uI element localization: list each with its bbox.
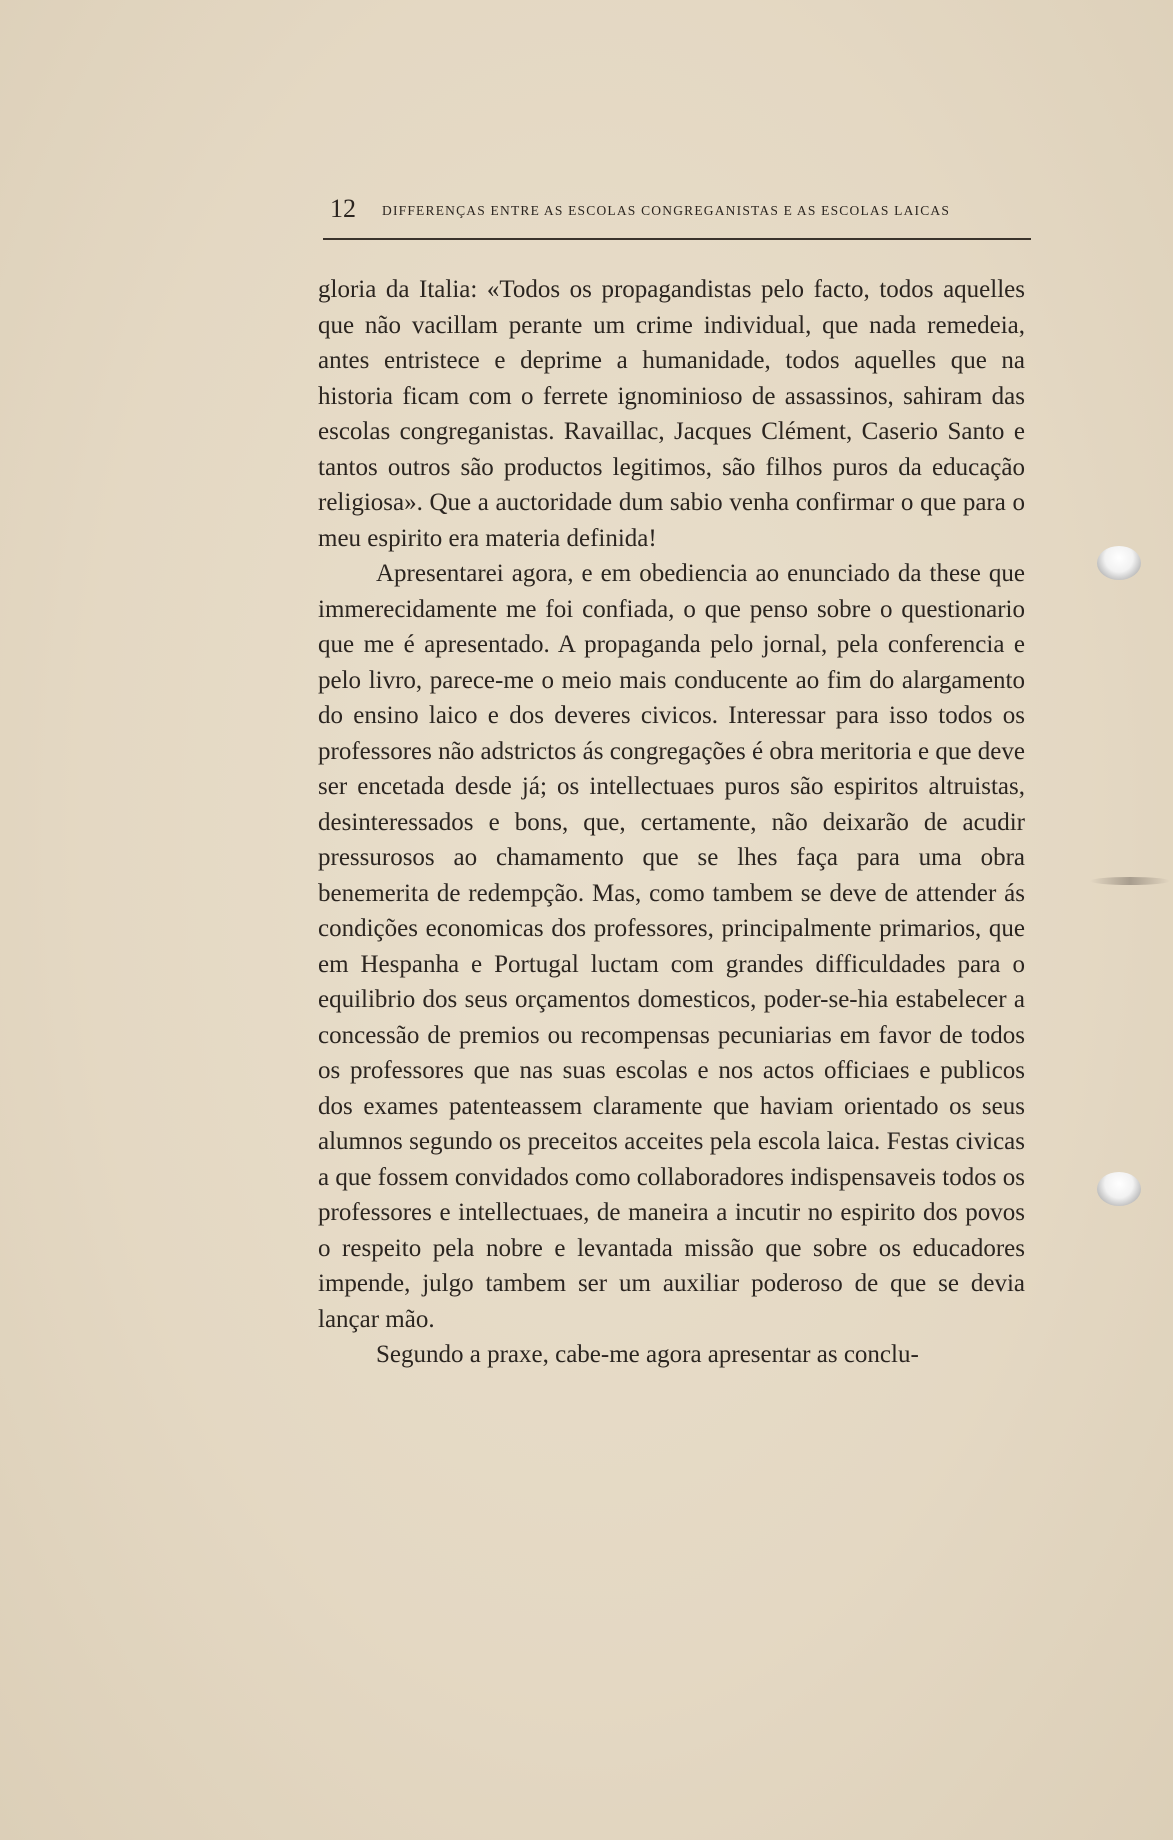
page-number: 12 bbox=[330, 194, 356, 223]
paragraph-2: Apresentarei agora, e em obediencia ao enunciado da these que immerecidamente me foi confiada, o que penso sobre o questionario que me é apresentado. A propaganda pelo jornal, pela conferencia e pelo livro, parece-me o meio mais conducente ao fim do alargamento do ensino laico e dos deveres civicos. Interessar para isso todos os professores não adstrictos ás congregações é obra meritoria e que deve ser encetada desde já; os intellectuaes puros são espiritos altruistas, desinteressados e bons, que, certamente, não deixarão de acudir pressurosos ao chamamento que se lhes faça para uma obra benemerita de redempção. Mas, como tambem se deve de attender ás condições economicas dos professores, principalmente primarios, que em Hespanha e Portugal luctam com grandes difficuldades para o equilibrio dos seus orçamentos domesticos, poder-se-hia estabelecer a concessão de premios ou recompensas pecuniarias em favor de todos os professores que nas suas escolas e nos actos officiaes e publicos dos exames patenteassem claramente que haviam orientado os seus alumnos segundo os preceitos acceites pela escola laica. Festas civicas a que fossem convidados como collaboradores indispensaveis todos os professores e intellectuaes, de maneira a incutir no espirito dos povos o respeito pela nobre e levantada missão que sobre os educadores impende, julgo tambem ser um auxiliar poderoso de que se devia lançar mão. bbox=[318, 560, 1025, 1333]
body-text bbox=[318, 272, 1025, 1373]
page-header bbox=[330, 192, 1030, 232]
running-title: DIFFERENÇAS ENTRE AS ESCOLAS CONGREGANISTAS E AS ESCOLAS LAICAS bbox=[382, 203, 951, 218]
header-rule bbox=[323, 238, 1031, 240]
binding-hole-bottom bbox=[1097, 1172, 1141, 1206]
paragraph-1: gloria da Italia: «Todos os propagandistas pelo facto, todos aquelles que não vacillam perante um crime individual, que nada remedeia, antes entristece e deprime a humanidade, todos aquelles que na historia ficam com o ferrete ignominioso de assassinos, sahiram das escolas congreganistas. Ravaillac, Jacques Clément, Caserio Santo e tantos outros são productos legitimos, são filhos puros da educação religiosa». Que a auctoridade dum sabio venha confirmar o que para o meu espirito era materia definida! bbox=[318, 276, 1025, 552]
binding-hole-top bbox=[1097, 546, 1141, 580]
paper-smudge bbox=[1090, 877, 1170, 885]
paragraph-3: Segundo a praxe, cabe-me agora apresentar as conclu- bbox=[376, 1341, 919, 1368]
